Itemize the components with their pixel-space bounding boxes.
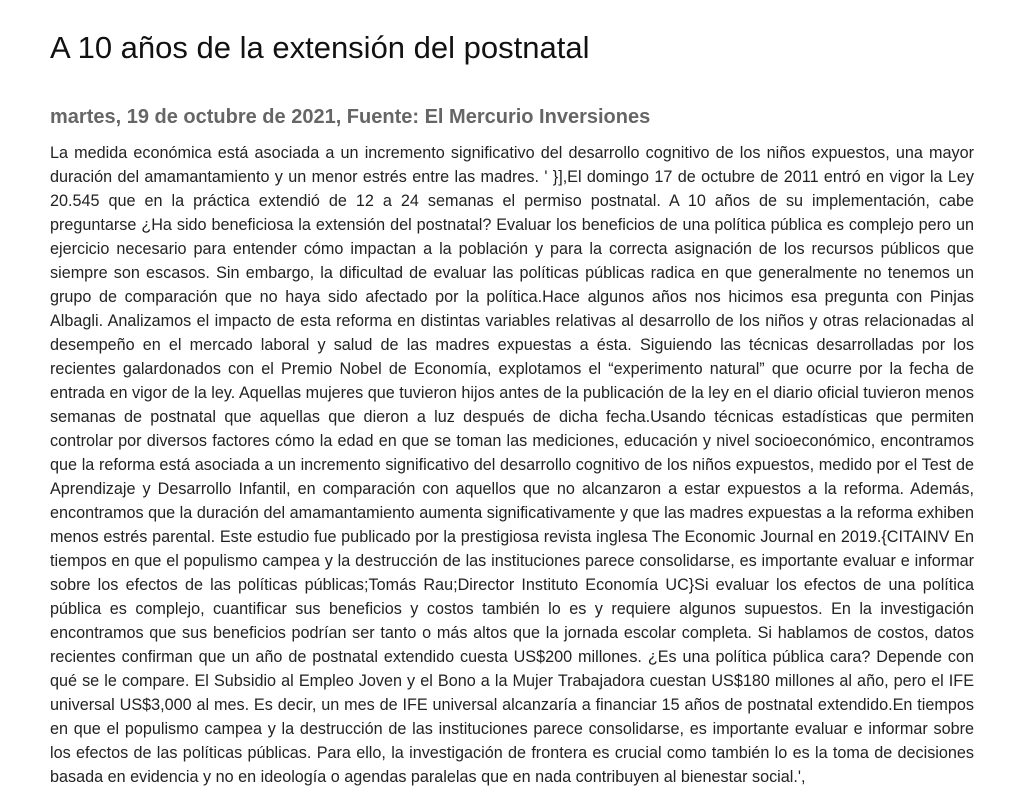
article-title: A 10 años de la extensión del postnatal	[50, 30, 590, 65]
article-meta: martes, 19 de octubre de 2021, Fuente: El Mercurio Inversiones	[50, 106, 651, 128]
article-body: La medida económica está asociada a un incremento significativo del desarrollo cognitivo de los niños expuestos, una mayor duración del amamantamiento y un menor estrés entre las madres. ' }],El domingo 17 de octubre de 2011 entró en vigor la Ley 20.545 que en la práctica extendió de 12 a 24 semanas el permiso postnatal. A 10 años de su implementación, cabe preguntarse ¿Ha sido beneficiosa la extensión del postnatal? Evaluar los beneficios de una política pública es complejo pero un ejercicio necesario para entender cómo impactan a la población y para la correcta asignación de los recursos públicos que siempre son escasos. Sin embargo, la dificultad de evaluar las políticas públicas radica en que generalmente no tenemos un grupo de comparación que no haya sido afectado por la política.Hace algunos años nos hicimos esa pregunta con Pinjas Albagli. Analizamos el impacto de esta reforma en distintas variables relativas al desarrollo de los niños y otras relacionadas al desempeño en el mercado laboral y salud de las madres expuestas a ésta. Siguiendo las técnicas desarrolladas por los recientes galardonados con el Premio Nobel de Economía, explotamos el “experimento natural” que ocurre por la fecha de entrada en vigor de la ley. Aquellas mujeres que tuvieron hijos antes de la publicación de la ley en el diario oficial tuvieron menos semanas de postnatal que aquellas que dieron a luz después de dicha fecha.Usando técnicas estadísticas que permiten controlar por diversos factores cómo la edad en que se toman las mediciones, educación y nivel socioeconómico, encontramos que la reforma está asociada a un incremento significativo del desarrollo cognitivo de los niños expuestos, medido por el Test de Aprendizaje y Desarrollo Infantil, en comparación con aquellos que no alcanzaron a estar expuestos a la reforma. Además, encontramos que la duración del amamantamiento aumenta significativamente y que las madres expuestas a la reforma exhiben menos estrés parental. Este estudio fue publicado por la prestigiosa revista inglesa The Economic Journal en 2019.{CITAINV En tiempos en que el populismo campea y la destrucción de las instituciones parece consolidarse, es importante evaluar e informar sobre los efectos de las políticas públicas;Tomás Rau;Director Instituto Economía UC}Si evaluar los efectos de una política pública es complejo, cuantificar sus beneficios y costos también lo es y requiere algunos supuestos. En la investigación encontramos que sus beneficios podrían ser tanto o más altos que la jornada escolar completa. Si hablamos de costos, datos recientes confirman que un año de postnatal extendido cuesta US$200 millones. ¿Es una política pública cara? Depende con qué se le compare. El Subsidio al Empleo Joven y el Bono a la Mujer Trabajadora cuestan US$180 millones al año, pero el IFE universal US$3,000 al mes. Es decir, un mes de IFE universal alcanzaría a financiar 15 años de postnatal extendido.En tiempos en que el populismo campea y la destrucción de las instituciones parece consolidarse, es importante evaluar e informar sobre los efectos de las políticas públicas. Para ello, la investigación de frontera es crucial como también lo es la toma de decisiones basada en evidencia y no en ideología o agendas paralelas que en nada contribuyen al bienestar social.',	[50, 144, 974, 786]
